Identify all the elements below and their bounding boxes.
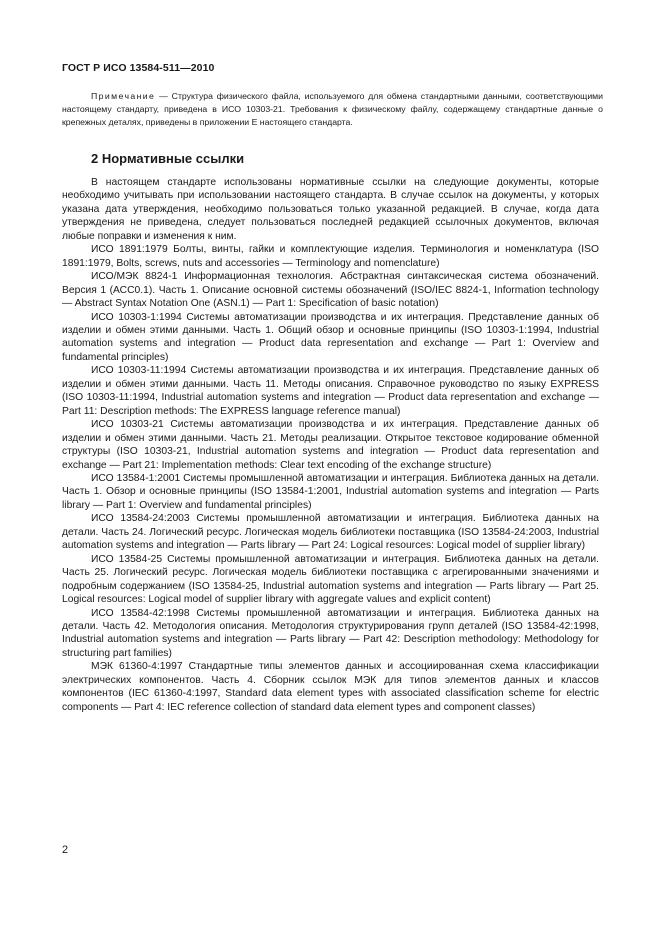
reference-iso-10303-1: ИСО 10303-1:1994 Системы автоматизации производства и их интеграция. Представление данных об изделии и обмен этими данными. Часть 1. Общий обзор и основные принципы (ISO 10303-1:1994, Industrial automation systems and integration — Product data representation and exchange — Part 1: Overview and fundamental principles) xyxy=(62,311,599,363)
note-paragraph xyxy=(62,90,603,130)
reference-iso-1891: ИСО 1891:1979 Болты, винты, гайки и комплектующие изделия. Терминология и номенклатура (ISO 1891:1979, Bolts, screws, nuts and accessories — Terminology and nomenclature) xyxy=(62,244,599,269)
intro-paragraph: В настоящем стандарте использованы нормативные ссылки на следующие документы, которые необходимо учитывать при использовании настоящего стандарта. В случае ссылок на документы, у которых указана дата утверждения, необходимо пользоваться только указанной редакцией. В случае, когда дата утверждения не приведена, следует пользоваться последней редакцией ссылочных документов, включая любые поправки и изменения к ним. xyxy=(62,177,599,242)
page-number: 2 xyxy=(62,844,69,856)
reference-iso-13584-1: ИСО 13584-1:2001 Системы промышленной автоматизации и интеграция. Библиотека данных на детали. Часть 1. Обзор и основные принципы (ISO 13584-1:2001, Industrial automation systems and integration — Parts library — Part 1: Overview and fundamental principles) xyxy=(62,472,599,511)
reference-iso-13584-42: ИСО 13584-42:1998 Системы промышленной автоматизации и интеграция. Библиотека данных на детали. Часть 42. Методология описания. Методология структурирования групп деталей (ISO 13584-42:1998, Industrial automation systems and integration — Parts library — Part 42: Description methodology: Methodology for structuring part families) xyxy=(62,607,599,659)
reference-iso-10303-21: ИСО 10303-21 Системы автоматизации производства и их интеграция. Представление данных об изделии и обмен этими данными. Часть 21. Методы реализации. Открытое текстовое кодирование обменной структуры (ISO 10303-21, Industrial automation systems and integration — Product data representation and exchange — Part 21: Implementation methods: Clear text encoding of the exchange structure) xyxy=(62,419,599,471)
note-label: Примечание xyxy=(91,91,156,101)
reference-iso-10303-11: ИСО 10303-11:1994 Системы автоматизации производства и их интеграция. Представление данных об изделии и обмен этими данными. Часть 11. Методы описания. Справочное руководство по языку EXPRESS (ISO 10303-11:1994, Industrial automation systems and integration — Product data representation and exchange — Part 11: Description methods: The EXPRESS language reference manual) xyxy=(62,365,599,417)
note-text: — Структура физического файла, используемого для обмена стандартными данными, соответствующими настоящему стандарту, приведена в ИСО 10303-21. Требования к физическому файлу, содержащему стандартные данные о крепежных деталях, приведены в приложении Е настоящего стандарта. xyxy=(62,91,603,128)
reference-iso-13584-24: ИСО 13584-24:2003 Системы промышленной автоматизации и интеграция. Библиотека данных на детали. Часть 24. Логический ресурс. Логическая модель библиотеки поставщика (ISO 13584-24:2003, Industrial automation systems and integration — Parts library — Part 24: Logical resources: Logical model of supplier library) xyxy=(62,513,599,552)
section-title: 2 Нормативные ссылки xyxy=(91,151,245,166)
reference-iso-iec-8824-1: ИСО/МЭК 8824-1 Информационная технология. Абстрактная синтаксическая система обозначений. Версия 1 (АСС0.1). Часть 1. Описание основной системы обозначений (ISO/IEC 8824-1, Information technology — Abstract Syntax Notation One (ASN.1) — Part 1: Specification of basic notation) xyxy=(62,271,599,310)
reference-iec-61360-4: МЭК 61360-4:1997 Стандартные типы элементов данных и ассоциированная схема классификации электрических компонентов. Часть 4. Сборник ссылок МЭК для типов элементов данных и классов компонентов (IEC 61360-4:1997, Standard data element types with associated classification scheme for electric components — Part 4: IEC reference collection of standard data element types and component classes) xyxy=(62,661,599,713)
section-content xyxy=(62,176,599,714)
reference-iso-13584-25: ИСО 13584-25 Системы промышленной автоматизации и интеграция. Библиотека данных на детали. Часть 25. Логический ресурс. Логическая модель библиотеки поставщика с агрегированными значениями и подробным содержанием (ISO 13584-25, Industrial automation systems and integration — Parts library — Part 25. Logical resources: Logical model of supplier library with aggregate values and explicit content) xyxy=(62,553,599,606)
document-header: ГОСТ Р ИСО 13584-511—2010 xyxy=(62,62,215,74)
